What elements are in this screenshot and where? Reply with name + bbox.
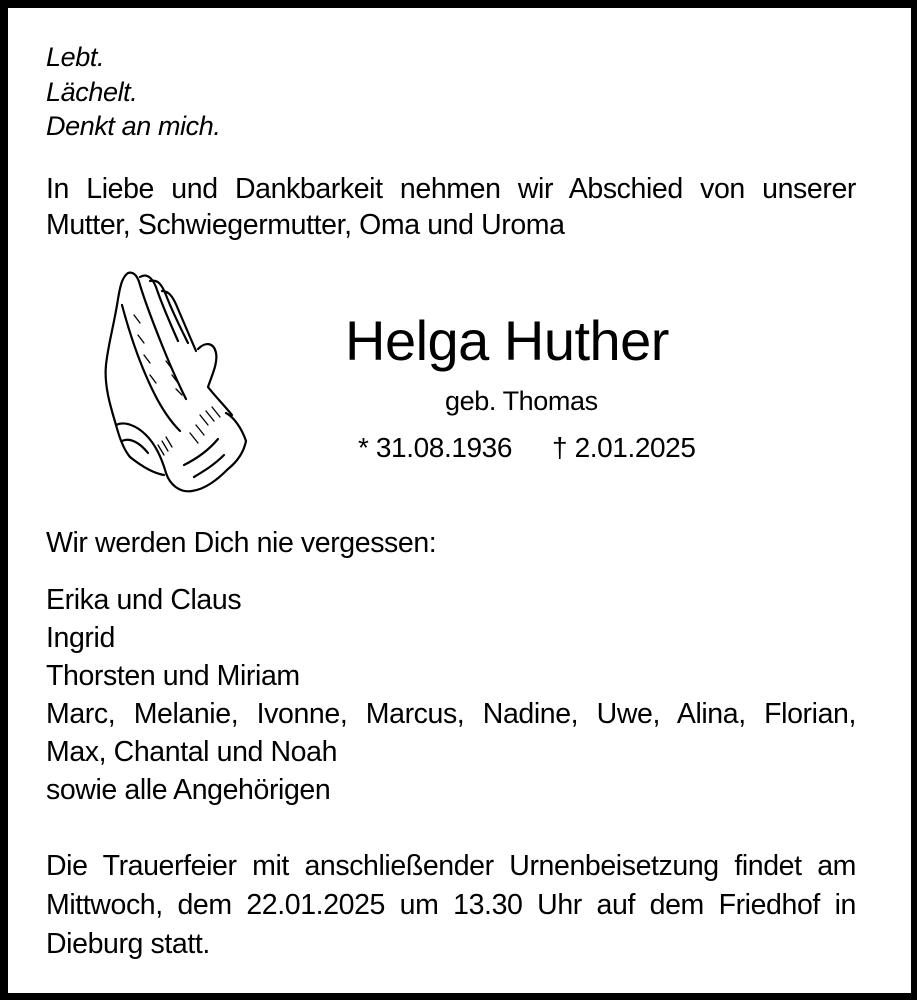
- death-date: † 2.01.2025: [552, 432, 696, 463]
- family-line: Erika und Claus: [46, 584, 242, 616]
- service-line-1: Die Trauerfeier mit anschließender Urnenbeisetzung findet am: [46, 850, 856, 882]
- service-line-3: Dieburg statt.: [46, 928, 210, 960]
- intro-line-1: In Liebe und Dankbarkeit nehmen wir Abschied von unserer: [46, 173, 856, 205]
- family-line: Marc, Melanie, Ivonne, Marcus, Nadine, Uwe, Alina, Florian,: [46, 698, 856, 730]
- birth-date: * 31.08.1936: [358, 432, 513, 463]
- family-line: Thorsten und Miriam: [46, 660, 300, 692]
- deceased-name: Helga Huther: [345, 309, 669, 372]
- family-list: [46, 581, 856, 809]
- praying-hands-icon: [100, 265, 250, 497]
- service-line-2: Mittwoch, dem 22.01.2025 um 13.30 Uhr auf dem Friedhof in: [46, 889, 856, 921]
- service-announcement: [46, 847, 856, 964]
- family-line: Ingrid: [46, 622, 115, 654]
- family-line: Max, Chantal und Noah: [46, 736, 338, 768]
- life-dates: [358, 430, 696, 466]
- family-line: sowie alle Angehörigen: [46, 774, 331, 806]
- motto-line: Lächelt.: [46, 76, 138, 107]
- intro-paragraph: [46, 171, 856, 243]
- remembrance-text: Wir werden Dich nie vergessen:: [46, 527, 437, 559]
- motto-line: Lebt.: [46, 42, 105, 72]
- motto-line: Denkt an mich.: [46, 111, 221, 141]
- maiden-name: geb. Thomas: [445, 386, 598, 416]
- motto: [46, 40, 220, 144]
- intro-line-2: Mutter, Schwiegermutter, Oma und Uroma: [46, 209, 565, 241]
